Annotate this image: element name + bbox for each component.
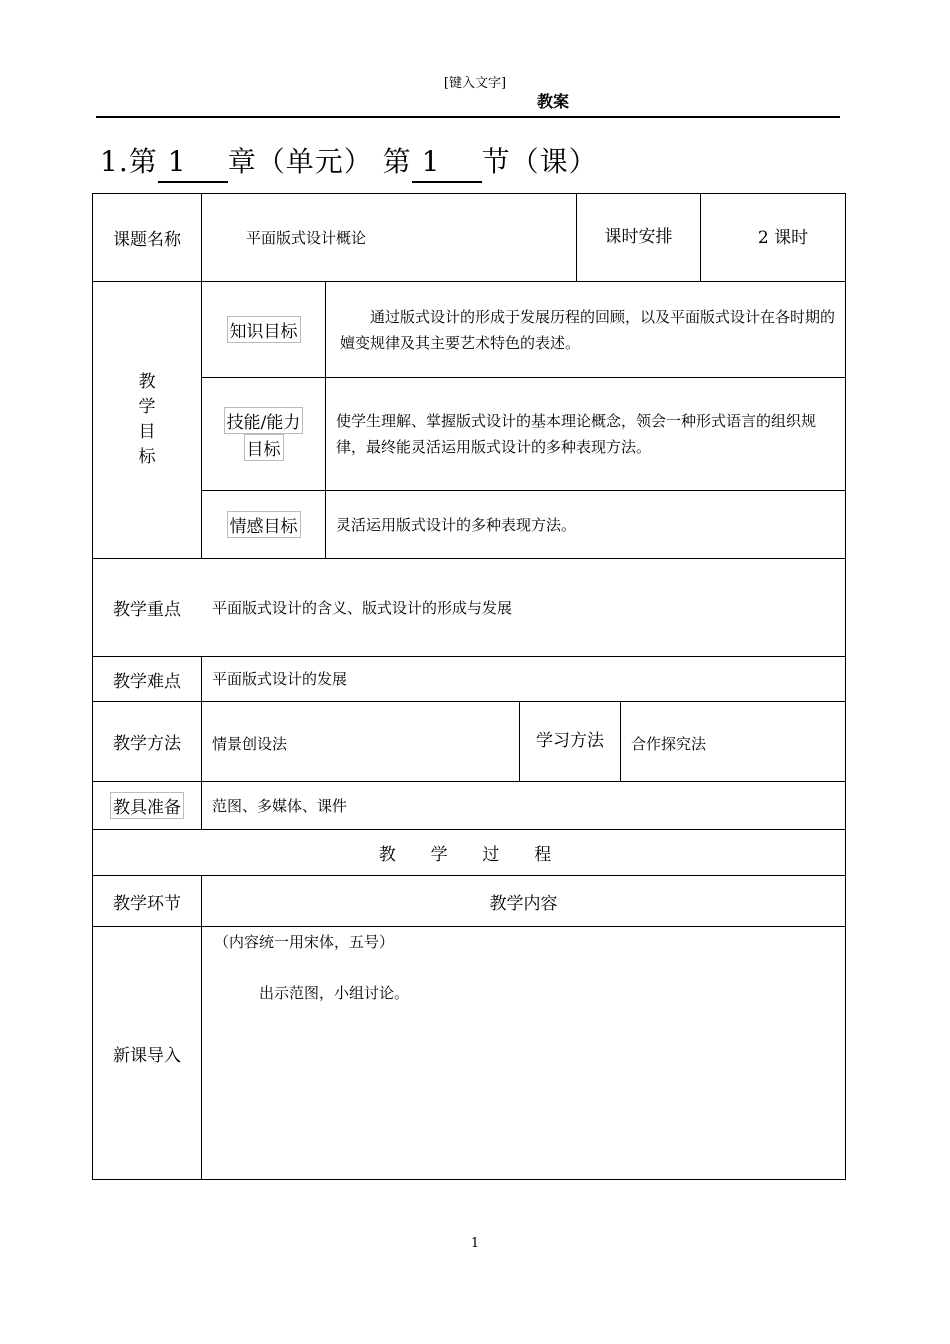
key-text: 平面版式设计的含义、版式设计的形成与发展 <box>212 598 513 617</box>
key-label: 教学重点 <box>113 600 181 620</box>
emotion-label: 情感目标 <box>202 491 325 558</box>
difficulty-text: 平面版式设计的发展 <box>212 670 348 688</box>
schedule-value: 2 课时 <box>757 228 809 248</box>
method-text: 情景创设法 <box>212 734 288 753</box>
topic-value: 平面版式设计概论 <box>246 228 367 247</box>
chapter-mid: 章（单元） 第 <box>227 145 412 178</box>
knowledge-label: 知识目标 <box>202 282 325 377</box>
skill-label-line1: 技能/能力 <box>224 407 304 434</box>
study-text: 合作探究法 <box>631 734 707 753</box>
chapter-number: 1 <box>158 143 228 183</box>
row-divider <box>92 926 846 927</box>
emotion-text: 灵活运用版式设计的多种表现方法。 <box>336 515 577 534</box>
process-title: 教 学 过 程 <box>378 845 560 865</box>
chapter-line <box>100 140 598 183</box>
skill-label-line2: 目标 <box>244 434 284 461</box>
tools-label: 教具准备 <box>93 782 201 829</box>
intro-note: （内容统一用宋体，五号） <box>214 933 395 951</box>
difficulty-label: 教学难点 <box>113 671 181 692</box>
header-rule <box>96 116 840 118</box>
section-number: 1 <box>412 143 482 183</box>
table-border-bottom <box>92 1179 846 1180</box>
content-label: 教学内容 <box>489 893 558 914</box>
header-title: 教案 <box>537 92 570 111</box>
knowledge-text: 通过版式设计的形成于发展历程的回顾，以及平面版式设计在各时期的嬗变规律及其主要艺术特色的表述。 <box>340 307 836 352</box>
chapter-prefix: 1.第 <box>100 145 158 178</box>
study-label: 学习方法 <box>536 731 604 751</box>
topic-label: 课题名称 <box>113 230 181 250</box>
tools-text: 范图、多媒体、课件 <box>212 796 348 815</box>
method-label: 教学方法 <box>113 734 181 754</box>
table-border-right <box>845 193 846 1180</box>
header-note: [键入文字] <box>443 76 507 91</box>
skill-text: 使学生理解、掌握版式设计的基本理论概念，领会一种形式语言的组织规律，最终能灵活运用版式设计的多种表现方法。 <box>336 412 817 456</box>
intro-label: 新课导入 <box>113 1045 181 1066</box>
schedule-label: 课时安排 <box>604 227 673 247</box>
skill-label <box>202 378 325 490</box>
stage-label: 教学环节 <box>113 893 181 914</box>
page-number: 1 <box>470 1236 480 1251</box>
intro-text: 出示范图，小组讨论。 <box>259 984 410 1002</box>
chapter-suffix: 节（课） <box>481 145 598 178</box>
goals-label: 教 学 目 标 <box>138 372 156 467</box>
